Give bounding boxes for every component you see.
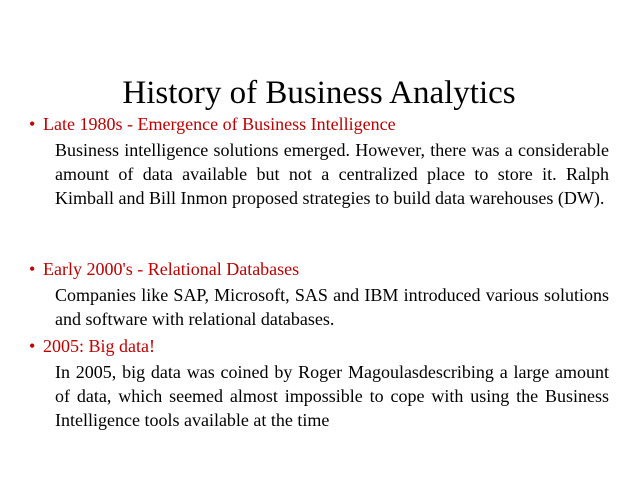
section-heading	[29, 258, 609, 280]
slide-title: History of Business Analytics	[122, 75, 516, 111]
bullet-icon: •	[29, 114, 36, 134]
section-2005-big-data	[29, 335, 609, 432]
section-heading	[29, 113, 609, 135]
section-body: Companies like SAP, Microsoft, SAS and IBM introduced various solutions and software with relational databases.	[55, 285, 609, 329]
section-heading-text: Late 1980s - Emergence of Business Intelligence	[43, 114, 396, 134]
section-heading	[29, 335, 609, 357]
section-late-1980s	[29, 113, 609, 210]
section-body: Business intelligence solutions emerged. However, there was a considerable amount of data available but not a centralized place to store it. Ralph Kimball and Bill Inmon proposed strategies to build data warehouses (DW).	[55, 140, 609, 208]
section-heading-text: Early 2000's - Relational Databases	[43, 259, 300, 279]
section-heading-text: 2005: Big data!	[43, 336, 155, 356]
section-body: In 2005, big data was coined by Roger Magoulasdescribing a large amount of data, which seemed almost impossible to cope with using the Business Intelligence tools available at the time	[55, 362, 609, 430]
bullet-icon: •	[29, 259, 36, 279]
section-early-2000s	[29, 258, 609, 331]
bullet-icon: •	[29, 336, 36, 356]
